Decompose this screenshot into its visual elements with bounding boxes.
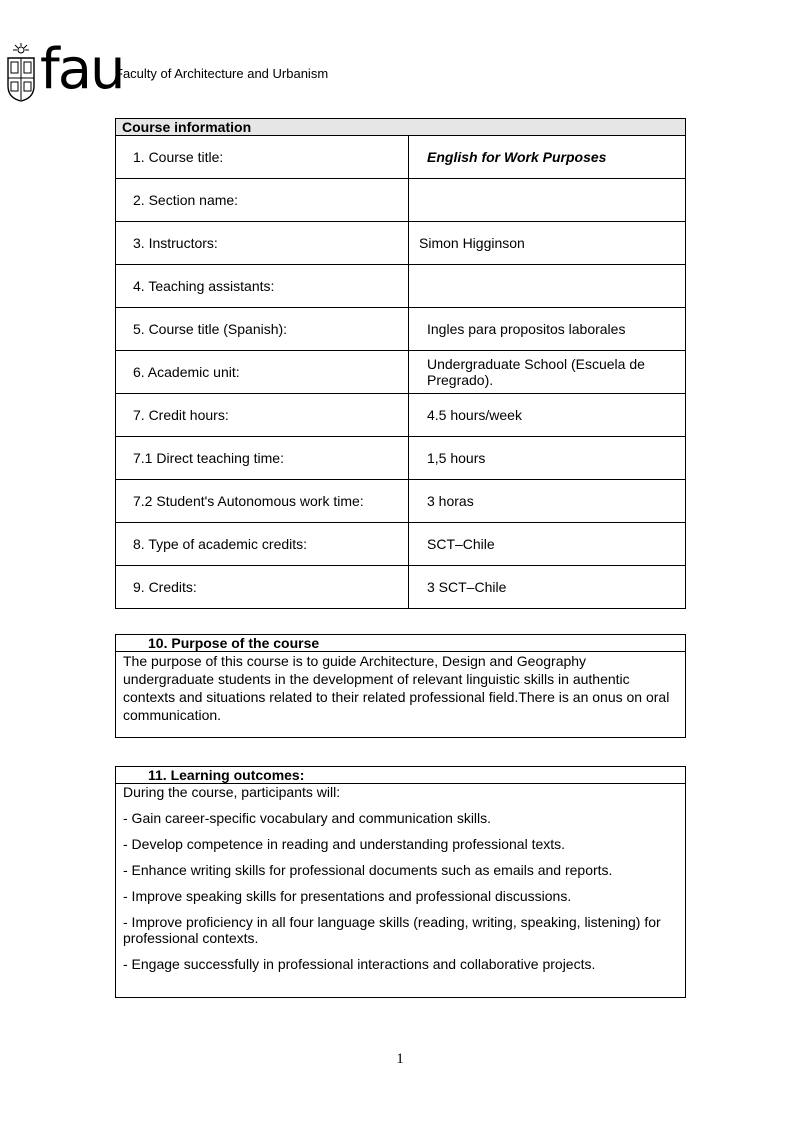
list-item: - Improve speaking skills for presentations and professional discussions.: [123, 888, 572, 904]
list-item: - Develop competence in reading and understanding professional texts.: [123, 836, 566, 852]
row-label: 8. Type of academic credits:: [116, 523, 409, 566]
row-value: 4.5 hours/week: [409, 394, 686, 437]
row-label: 7. Credit hours:: [116, 394, 409, 437]
row-label: 9. Credits:: [116, 566, 409, 609]
row-value: Simon Higginson: [409, 222, 686, 265]
row-label: 7.2 Student's Autonomous work time:: [116, 480, 409, 523]
purpose-text: The purpose of this course is to guide Architecture, Design and Geography undergraduate students in the development of relevant linguistic skills in authentic contexts and situations related to their related professional field.There is an onus on oral communication.: [123, 653, 670, 723]
row-label: 4. Teaching assistants:: [116, 265, 409, 308]
table-row: [116, 265, 686, 308]
table-row: [116, 480, 686, 523]
list-item: - Engage successfully in professional interactions and collaborative projects.: [123, 956, 596, 972]
course-title-value: [409, 136, 686, 179]
row-value: [409, 179, 686, 222]
table-row: [116, 566, 686, 609]
row-label: 3. Instructors:: [116, 222, 409, 265]
row-label: 5. Course title (Spanish):: [116, 308, 409, 351]
course-title-text: English for Work Purposes: [427, 149, 607, 165]
list-item: - Enhance writing skills for professional documents such as emails and reports.: [123, 862, 613, 878]
row-value: [409, 265, 686, 308]
course-information-heading: Course information: [116, 119, 686, 136]
table-row: [116, 308, 686, 351]
page-header: [4, 37, 404, 104]
row-label: 1. Course title:: [116, 136, 409, 179]
row-label: 7.1 Direct teaching time:: [116, 437, 409, 480]
row-value: 3 SCT–Chile: [409, 566, 686, 609]
purpose-section: [115, 634, 686, 738]
fau-logo: fau: [40, 37, 124, 102]
table-row: [116, 523, 686, 566]
learning-outcomes-list: [116, 784, 685, 972]
table-row: [116, 222, 686, 265]
list-item: - Improve proficiency in all four language skills (reading, writing, speaking, listening) for professional contexts.: [123, 914, 661, 946]
row-value: 3 horas: [409, 480, 686, 523]
table-row: [116, 351, 686, 394]
row-label: 2. Section name:: [116, 179, 409, 222]
row-value: Ingles para propositos laborales: [409, 308, 686, 351]
course-information-table: [115, 118, 686, 609]
table-row: [116, 394, 686, 437]
table-row: [116, 179, 686, 222]
list-item: - Gain career-specific vocabulary and communication skills.: [123, 810, 492, 826]
learning-outcomes-intro: During the course, participants will:: [123, 784, 341, 800]
university-crest-icon: [4, 42, 38, 102]
purpose-heading: 10. Purpose of the course: [116, 635, 685, 652]
page-number: 1: [396, 1051, 404, 1067]
row-label: 6. Academic unit:: [116, 351, 409, 394]
learning-outcomes-heading: 11. Learning outcomes:: [116, 767, 685, 784]
learning-outcomes-section: [115, 766, 686, 998]
table-row: [116, 437, 686, 480]
faculty-name: Faculty of Architecture and Urbanism: [115, 66, 329, 81]
table-row: [116, 136, 686, 179]
row-value: 1,5 hours: [409, 437, 686, 480]
row-value: Undergraduate School (Escuela de Pregrado).: [409, 351, 686, 394]
row-value: SCT–Chile: [409, 523, 686, 566]
